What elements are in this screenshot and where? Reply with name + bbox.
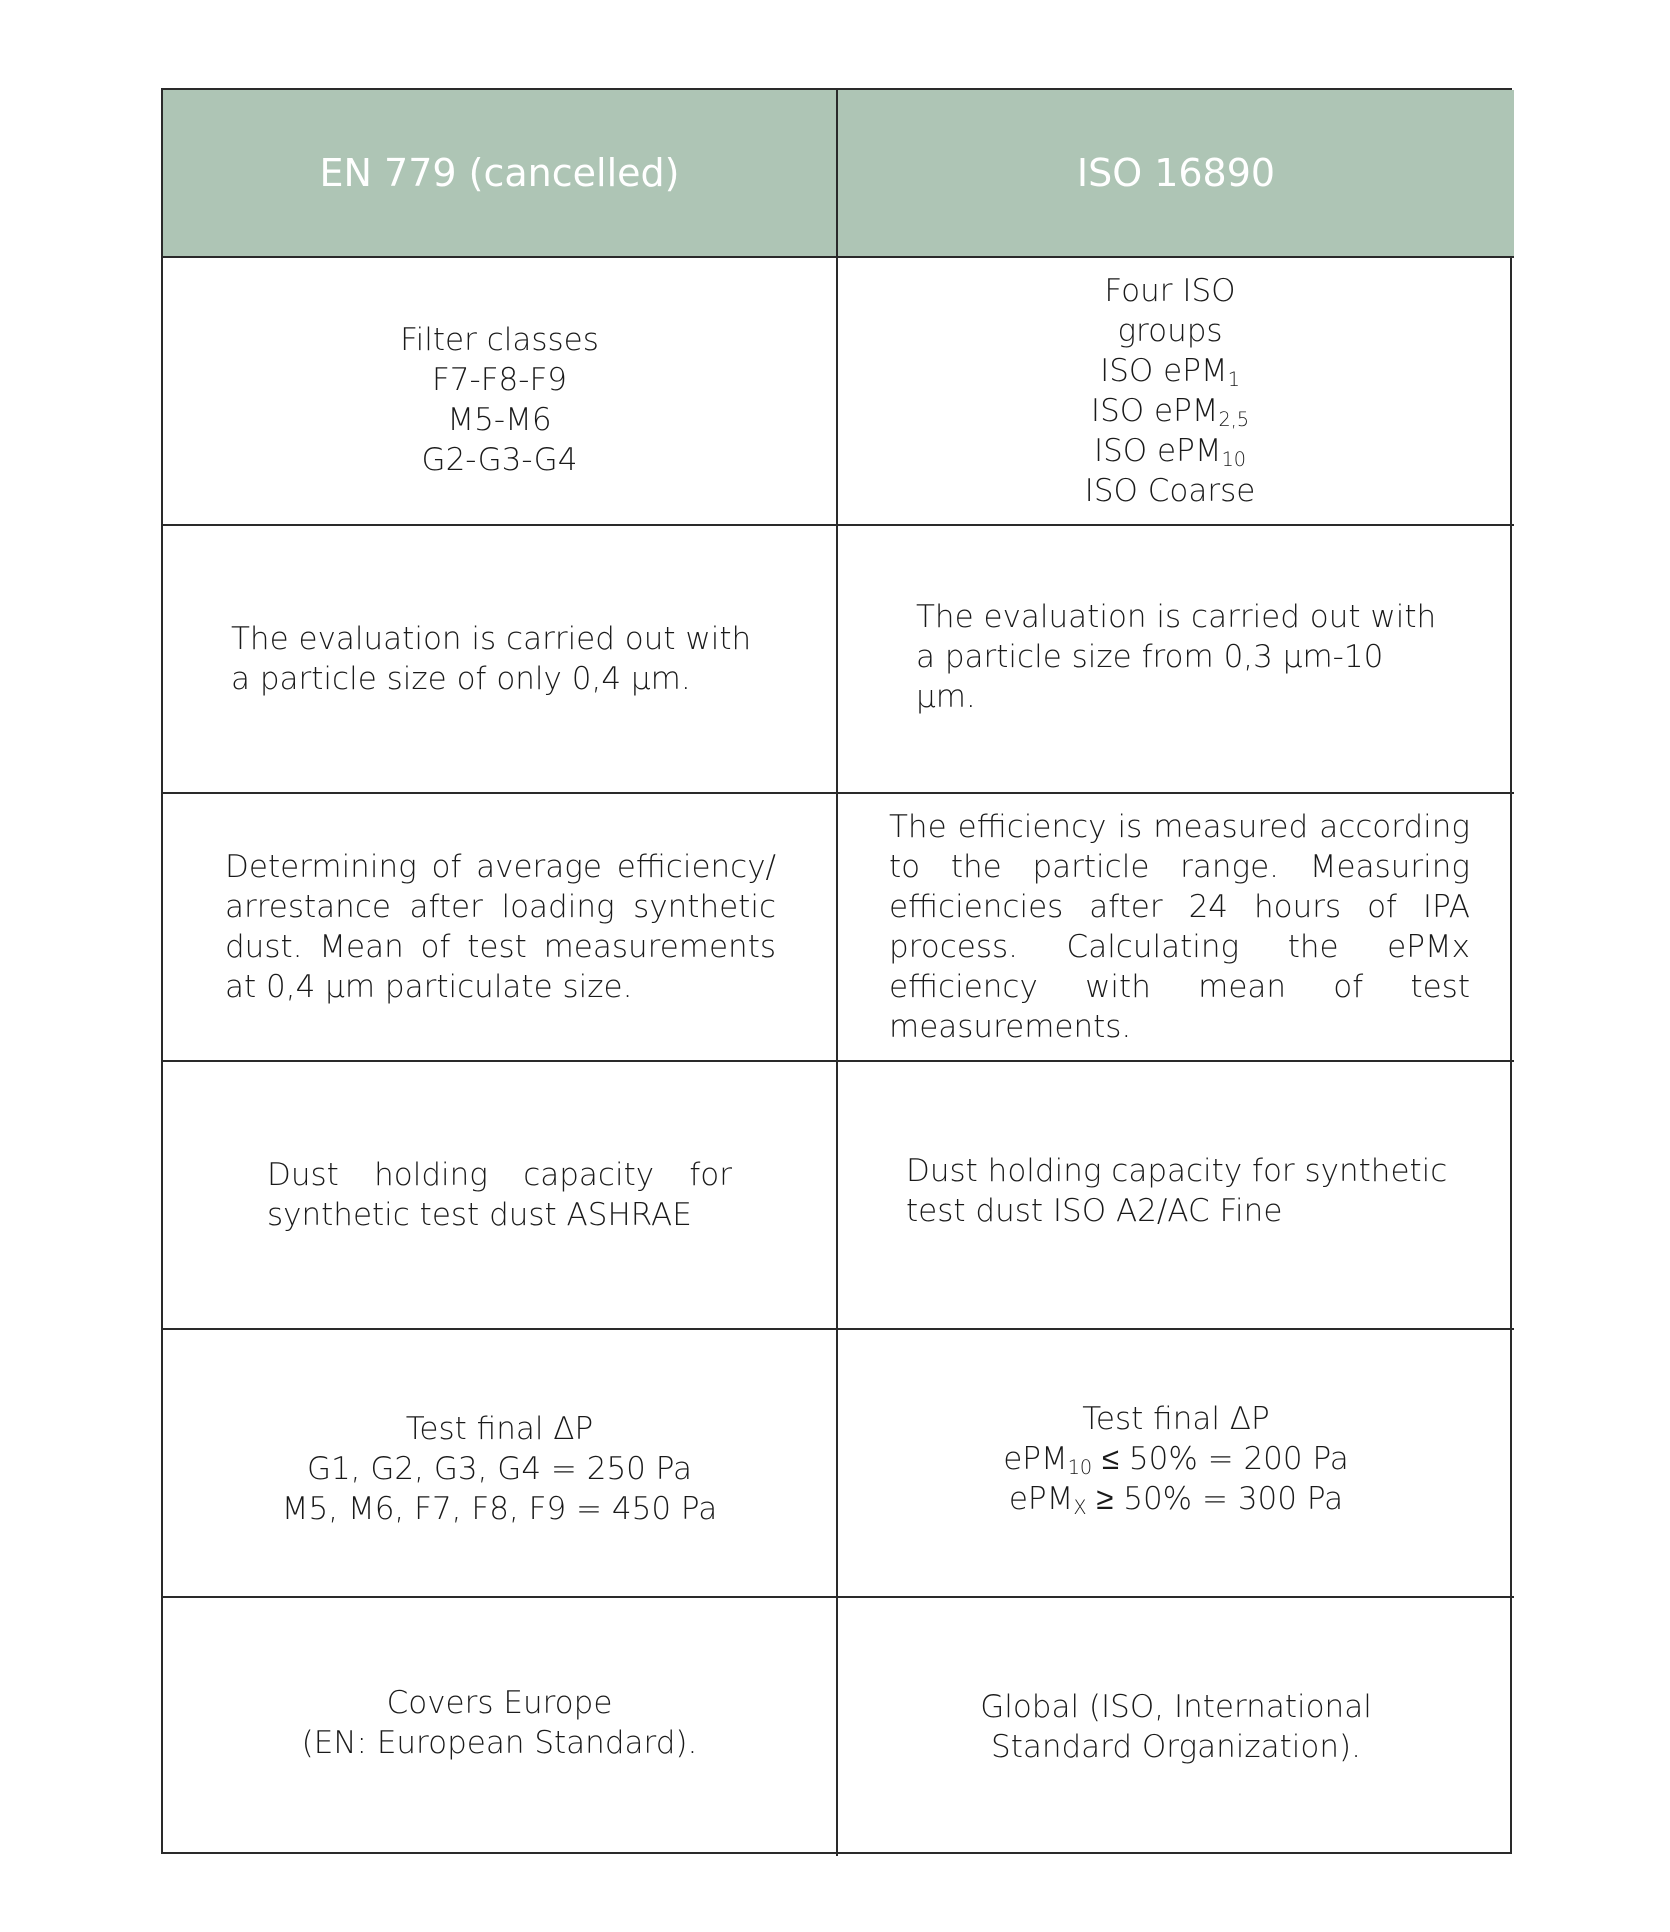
row5-iso-line1: Test final ΔP <box>1082 1401 1270 1437</box>
row6-iso16890 <box>838 1598 1514 1856</box>
row5-en779-line3: M5, M6, F7, F8, F9 = 450 Pa <box>281 1491 718 1527</box>
row6-en779 <box>163 1598 838 1856</box>
row6-en779-line1: Covers Europe <box>386 1685 613 1721</box>
row2-en779-text: The evaluation is carried out with a particle size of only 0,4 µm. <box>231 621 752 697</box>
row6-en779-line2: (EN: European Standard). <box>301 1725 698 1761</box>
row6-iso-line1: Global (ISO, International <box>980 1689 1372 1725</box>
row1-iso-line1: Four ISO <box>1104 273 1236 309</box>
row1-iso-line2: groups <box>1117 313 1223 349</box>
row3-en779-text: Determining of average efficiency/ arrestance after loading synthetic dust. Mean of test measurements at 0,4 µm particulate size. <box>225 849 776 1005</box>
row1-iso-line3: ISO ePM$_1$ <box>1100 353 1240 391</box>
row4-iso-text: Dust holding capacity for synthetic test dust ISO A2/AC Fine <box>906 1153 1448 1229</box>
comparison-table <box>161 88 1512 1854</box>
row3-iso16890 <box>838 794 1514 1062</box>
row1-en779-line1: Filter classes <box>400 322 599 358</box>
header-en779-text: EN 779 (cancelled) <box>319 151 680 195</box>
row3-en779 <box>163 794 838 1062</box>
row5-iso-line3: ePM$_X$ ≥ 50% = 300 Pa <box>1008 1481 1344 1519</box>
header-iso16890 <box>838 90 1514 258</box>
row1-en779-line3: M5-M6 <box>447 402 552 438</box>
row1-en779-line2: F7-F8-F9 <box>431 362 568 398</box>
row4-en779-text: Dust holding capacity for synthetic test dust ASHRAE <box>267 1157 732 1233</box>
header-en779 <box>163 90 838 258</box>
row1-iso-line6: ISO Coarse <box>1084 473 1256 509</box>
row4-en779 <box>163 1062 838 1330</box>
row1-en779-line4: G2-G3-G4 <box>421 442 578 478</box>
row1-iso-line5: ISO ePM$_{10}$ <box>1093 433 1247 471</box>
row1-iso16890 <box>838 258 1514 526</box>
row5-en779-line2: G1, G2, G3, G4 = 250 Pa <box>306 1451 693 1487</box>
row2-iso16890 <box>838 522 1514 794</box>
row2-en779 <box>163 526 838 794</box>
row1-en779 <box>163 258 838 526</box>
header-iso16890-text: ISO 16890 <box>1076 151 1276 195</box>
row5-iso16890 <box>838 1330 1514 1598</box>
row5-iso-line2: ePM$_{10}$ ≤ 50% = 200 Pa <box>1003 1441 1349 1479</box>
row1-iso-line4: ISO ePM$_{2,5}$ <box>1090 393 1250 431</box>
row3-iso-text: The efficiency is measured according to the particle range. Measuring efficiencies after 24 hours of IPA process. Calculating the ePMx efficiency with mean of test measurements. <box>889 809 1470 1045</box>
row5-en779-line1: Test final ΔP <box>405 1411 594 1447</box>
row4-iso16890 <box>838 1054 1514 1330</box>
row6-iso-line2: Standard Organization). <box>991 1729 1361 1765</box>
row2-iso-text: The evaluation is carried out with a particle size from 0,3 µm-10 µm. <box>916 599 1437 715</box>
row5-en779 <box>163 1330 838 1598</box>
